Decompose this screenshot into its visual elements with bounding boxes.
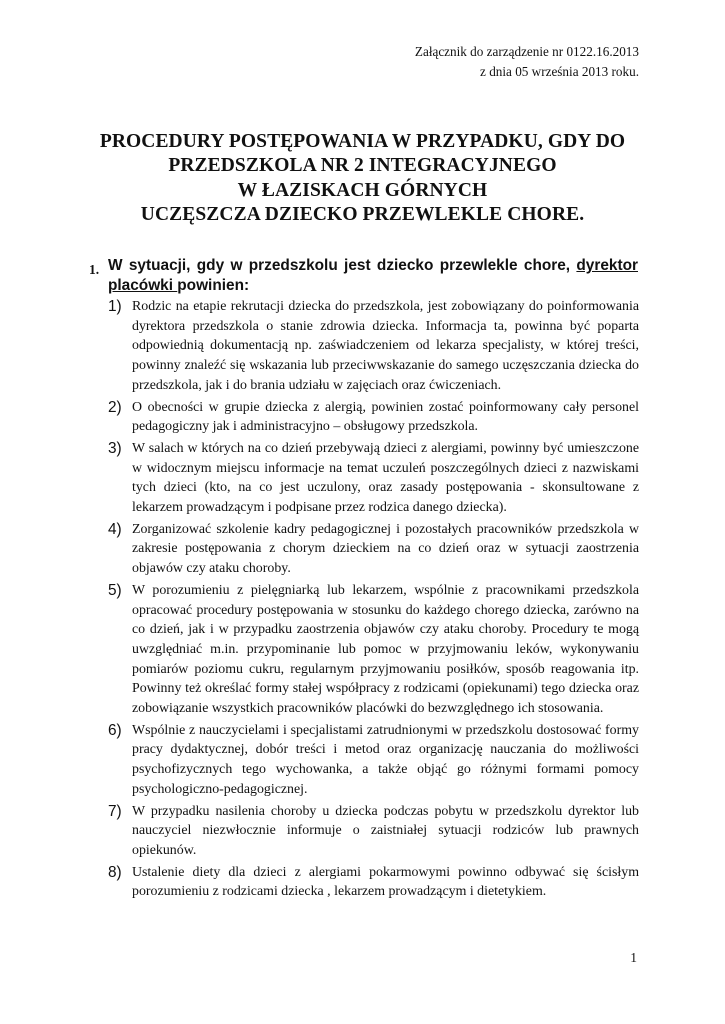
procedure-list xyxy=(108,297,639,904)
annex-line-2: z dnia 05 września 2013 roku. xyxy=(480,63,639,79)
title-line-1: PROCEDURY POSTĘPOWANIA W PRZYPADKU, GDY DO xyxy=(99,131,626,152)
page-number: 1 xyxy=(630,950,637,965)
list-item xyxy=(108,721,639,800)
list-item xyxy=(108,802,639,861)
list-item xyxy=(108,297,639,396)
section-heading-part-1: W sytuacji, gdy w przedszkolu jest dziecko przewlekle chore, xyxy=(108,257,577,274)
section-heading xyxy=(108,256,638,296)
section-number: 1. xyxy=(89,262,100,277)
list-item-text: W przypadku nasilenia choroby u dziecka podczas pobytu w przedszkolu dyrektor lub nauczyciel niezwłocznie informuje o zaistniałej sytuacji rodziców lub prawnych opiekunów. xyxy=(132,803,639,858)
annex-line-1: Załącznik do zarządzenie nr 0122.16.2013 xyxy=(414,44,639,59)
list-item-text: O obecności w grupie dziecka z alergią, powinien zostać poinformowany cały personel pedagogiczny jak i administracyjno – obsługowy przedszkola. xyxy=(132,399,639,435)
list-item-number: 1) xyxy=(108,298,122,315)
list-item-number: 6) xyxy=(108,721,122,739)
list-item xyxy=(108,520,639,579)
list-item-number: 8) xyxy=(108,863,122,881)
list-item-number: 4) xyxy=(108,520,122,538)
annex-note xyxy=(415,42,639,81)
title-line-3: W ŁAZISKACH GÓRNYCH xyxy=(237,179,488,201)
title-line-4: UCZĘSZCZA DZIECKO PRZEWLEKLE CHORE. xyxy=(140,203,585,225)
title-line-2: PRZEDSZKOLA NR 2 INTEGRACYJNEGO xyxy=(168,155,557,177)
list-item-number: 7) xyxy=(108,802,122,820)
list-item-text: W salach w których na co dzień przebywają dzieci z alergiami, powinny być umieszczone w widocznym miejscu informacje na temat uczuleń poszczególnych dzieci z nazwiskami tych dzieci (kto, na co jest uczulony, oraz zasady postępowania - skonsultowane z lekarzem prowadzącym i podpisane przez rodzica danego dziecka). xyxy=(132,440,639,516)
list-item-number: 5) xyxy=(108,581,122,599)
list-item xyxy=(108,863,639,902)
list-item-number: 3) xyxy=(108,439,122,457)
list-item-text: Wspólnie z nauczycielami i specjalistami zatrudnionymi w przedszkolu dostosować formy pracy dydaktycznej, dobór treści i metod oraz organizację nauczania do możliwości psychofizycznych tego wychowanka, a także objąć go różnymi formami pomocy psychologiczno-pedagogicznej. xyxy=(132,722,639,797)
list-item-text: Zorganizować szkolenie kadry pedagogicznej i pozostałych pracowników przedszkola w zakresie postępowania z chorym dzieckiem na co dzień oraz w sytuacji zaostrzenia objawów czy ataku choroby. xyxy=(132,521,639,577)
section-heading-underlined: dyrektor placówki xyxy=(108,257,638,294)
list-item-number: 2) xyxy=(108,398,122,416)
document-title xyxy=(0,130,725,227)
list-item-text: W porozumieniu z pielęgniarką lub lekarzem, wspólnie z pracownikami przedszkola opracować procedury postępowania w stosunku do każdego chorego dziecka, zarówno na co dzień, jak i w przypadku zaostrzenia objawów czy ataku choroby. Procedury te mogą uwzględniać m.in. przypominanie lub pomoc w przyjmowaniu leków, wykonywaniu pomiarów poziomu cukru, regularnym przyjmowaniu posiłków, sposób reagowania itp. Powinny też określać formy stałej współpracy z rodzicami (opiekunami) tego dziecka oraz zobowiązanie wszystkich pracowników placówki do bezwzględnego ich stosowania. xyxy=(132,582,639,717)
section-heading-part-2: powinien: xyxy=(177,277,250,294)
list-item-text: Rodzic na etapie rekrutacji dziecka do przedszkola, jest zobowiązany do poinformowania dyrektora przedszkola o stanie zdrowia dziecka. Informacja ta, powinna być poparta odpowiednią dokumentacją np. zaświadczeniem od lekarza specjalisty, w której treści, powinny znaleźć się wskazania lub przeciwwskazanie do samego uczęszczania dziecka do przedszkola, jak i do brania udziału w zajęciach oraz ćwiczeniach. xyxy=(132,299,639,393)
list-item xyxy=(108,439,639,518)
list-item xyxy=(108,398,639,437)
list-item xyxy=(108,581,639,719)
list-item-text: Ustalenie diety dla dzieci z alergiami pokarmowymi powinno odbywać się ścisłym porozumieniu z rodzicami dziecka , lekarzem prowadzącym i dietetykiem. xyxy=(132,864,639,900)
